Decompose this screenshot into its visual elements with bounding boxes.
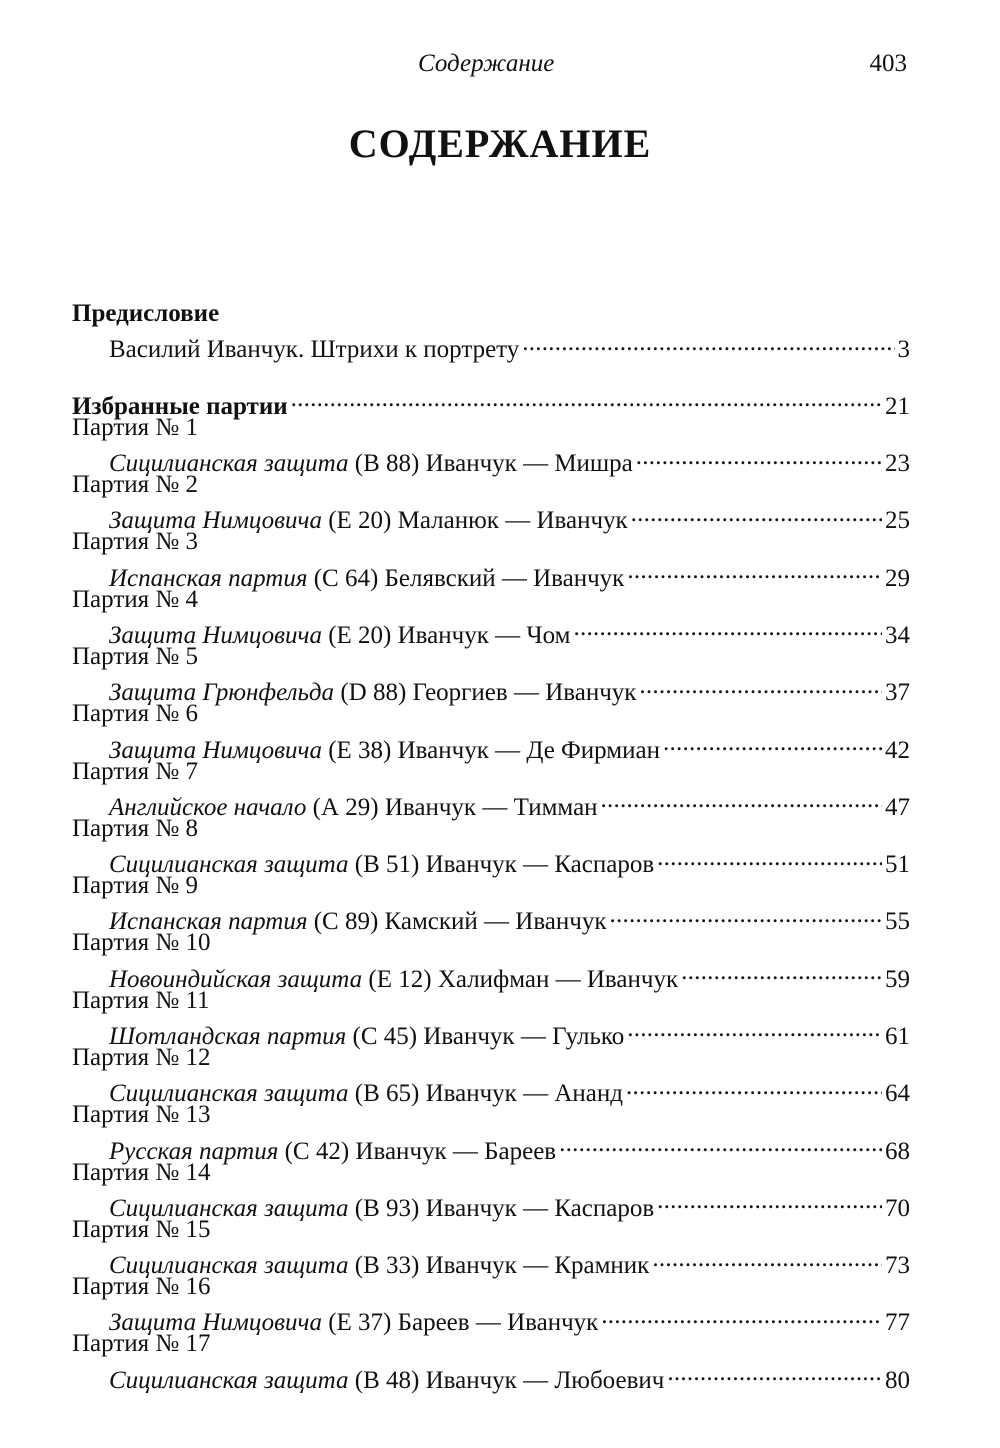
opening-name: Защита Нимцовича [109, 622, 322, 650]
dot-leader [559, 1130, 882, 1159]
running-title: Содержание [418, 50, 555, 77]
opening-name: Защита Нимцовича [109, 736, 322, 764]
game-players: (В 65) Иванчук — Ананд [348, 1080, 623, 1108]
game-players: (D 88) Георгиев — Иванчук [334, 679, 637, 707]
game-label: Партия № 7 [72, 757, 198, 785]
toc-entry-game [72, 1073, 910, 1108]
dot-leader [627, 557, 882, 586]
game-label: Партия № 3 [72, 528, 198, 556]
dot-leader [636, 443, 882, 472]
dot-leader [667, 1359, 882, 1388]
opening-name: Новоиндийская защита [109, 965, 363, 993]
toc-entry-game [72, 729, 910, 764]
entry-page: 77 [885, 1309, 910, 1337]
entry-page: 68 [885, 1137, 910, 1165]
game-label: Партия № 2 [72, 471, 198, 499]
opening-name: Сицилианская защита [109, 851, 349, 879]
page-number: 403 [869, 50, 907, 77]
game-players: (В 51) Иванчук — Каспаров [348, 851, 655, 879]
game-label: Партия № 15 [72, 1215, 211, 1243]
toc-entry-game [72, 901, 910, 936]
toc-entry-game [72, 500, 910, 535]
opening-name: Русская партия [109, 1137, 279, 1165]
toc-entry-game [72, 614, 910, 650]
entry-page: 59 [885, 965, 910, 993]
opening-name: Шотландская партия [109, 1023, 347, 1051]
toc-entry-game [72, 1187, 910, 1222]
table-of-contents [72, 300, 910, 1394]
toc-entry-game [72, 844, 910, 879]
game-label: Партия № 4 [72, 585, 198, 613]
entry-page: 51 [885, 851, 910, 879]
game-players: (С 64) Белявский — Иванчук [307, 564, 625, 592]
game-players: (С 45) Иванчук — Гулько [346, 1023, 625, 1051]
entry-page: 42 [885, 736, 910, 764]
toc-entry-game [72, 672, 910, 707]
opening-name: Испанская партия [109, 908, 308, 936]
toc-entry-game [72, 1359, 910, 1394]
game-players: (Е 20) Маланюк — Иванчук [321, 507, 628, 535]
entry-text: Василий Иванчук. Штрихи к портрету [109, 336, 520, 364]
entry-page: 55 [885, 908, 910, 936]
entry-page: 73 [885, 1252, 910, 1280]
opening-name: Защита Грюнфельда [109, 679, 335, 707]
game-players: (В 93) Иванчук — Каспаров [348, 1194, 655, 1222]
entry-page: 34 [885, 622, 910, 650]
section-page: 21 [885, 392, 910, 420]
opening-name: Сицилианская защита [109, 1194, 349, 1222]
toc-entry-game [72, 958, 910, 993]
dot-leader [626, 1073, 882, 1102]
game-players: (В 48) Иванчук — Любоевич [348, 1366, 665, 1394]
preface-heading: Предисловие [72, 300, 220, 327]
toc-entry-preface [72, 329, 910, 364]
game-label: Партия № 5 [72, 643, 198, 671]
dot-leader [522, 329, 894, 358]
game-label: Партия № 12 [72, 1044, 211, 1072]
section-title: Избранные партии [72, 392, 288, 420]
opening-name: Защита Нимцовича [109, 1309, 322, 1337]
dot-leader [657, 1187, 882, 1216]
dot-leader [631, 500, 882, 529]
opening-name: Сицилианская защита [109, 1080, 349, 1108]
dot-leader [610, 901, 883, 930]
opening-name: Сицилианская защита [109, 450, 349, 478]
game-players: (Е 38) Иванчук — Де Фирмиан [321, 736, 660, 764]
opening-name: Испанская партия [109, 564, 308, 592]
opening-name: Сицилианская защита [109, 1252, 349, 1280]
toc-entry-game [72, 1245, 910, 1280]
game-players: (С 89) Камский — Иванчук [307, 908, 607, 936]
opening-name: Сицилианская защита [109, 1366, 349, 1394]
dot-leader [657, 844, 882, 873]
game-label: Партия № 17 [72, 1330, 211, 1358]
entry-page: 47 [885, 793, 910, 821]
game-players: (Е 12) Халифман — Иванчук [362, 965, 679, 993]
dot-leader [601, 1302, 882, 1331]
game-label: Партия № 1 [72, 413, 198, 441]
game-label: Партия № 8 [72, 814, 198, 842]
dot-leader [639, 672, 882, 701]
page-title: СОДЕРЖАНИЕ [348, 121, 652, 166]
entry-page: 29 [885, 564, 910, 592]
entry-page: 37 [885, 679, 910, 707]
entry-page: 3 [897, 336, 910, 364]
toc-entry-game [72, 1302, 910, 1337]
dot-leader [663, 729, 882, 758]
game-label: Партия № 10 [72, 929, 211, 957]
game-label: Партия № 14 [72, 1158, 211, 1186]
running-head [0, 50, 1000, 86]
opening-name: Английское начало [109, 793, 307, 821]
entry-page: 64 [885, 1080, 910, 1108]
game-label: Партия № 11 [72, 986, 210, 1014]
game-players: (Е 37) Бареев — Иванчук [321, 1309, 599, 1337]
entry-page: 61 [885, 1023, 910, 1051]
toc-entry-game [72, 443, 910, 478]
toc-entry-game [72, 786, 910, 821]
dot-leader [601, 786, 882, 815]
game-players: (А 29) Иванчук — Тимман [306, 793, 598, 821]
games-section-heading [72, 385, 910, 420]
entry-page: 25 [885, 507, 910, 535]
toc-entry-game [72, 557, 910, 592]
game-label: Партия № 6 [72, 700, 198, 728]
opening-name: Защита Нимцовича [109, 507, 322, 535]
entry-page: 70 [885, 1194, 910, 1222]
toc-entry-game [72, 1130, 910, 1165]
game-players: (Е 20) Иванчук — Чом [321, 622, 571, 650]
dot-leader [627, 1015, 882, 1044]
games-list [72, 413, 910, 1394]
game-players: (В 33) Иванчук — Крамник [348, 1252, 650, 1280]
toc-entry-game [72, 1015, 910, 1051]
dot-leader [652, 1245, 882, 1274]
game-label: Партия № 16 [72, 1273, 211, 1301]
game-players: (В 88) Иванчук — Мишра [348, 450, 633, 478]
entry-page: 80 [885, 1366, 910, 1394]
entry-text [109, 1367, 664, 1396]
game-players: (С 42) Иванчук — Бареев [278, 1137, 557, 1165]
entry-page: 23 [885, 450, 910, 478]
dot-leader [681, 958, 882, 987]
dot-leader [291, 385, 882, 414]
game-label: Партия № 13 [72, 1101, 211, 1129]
dot-leader [573, 614, 882, 643]
game-label: Партия № 9 [72, 872, 198, 900]
